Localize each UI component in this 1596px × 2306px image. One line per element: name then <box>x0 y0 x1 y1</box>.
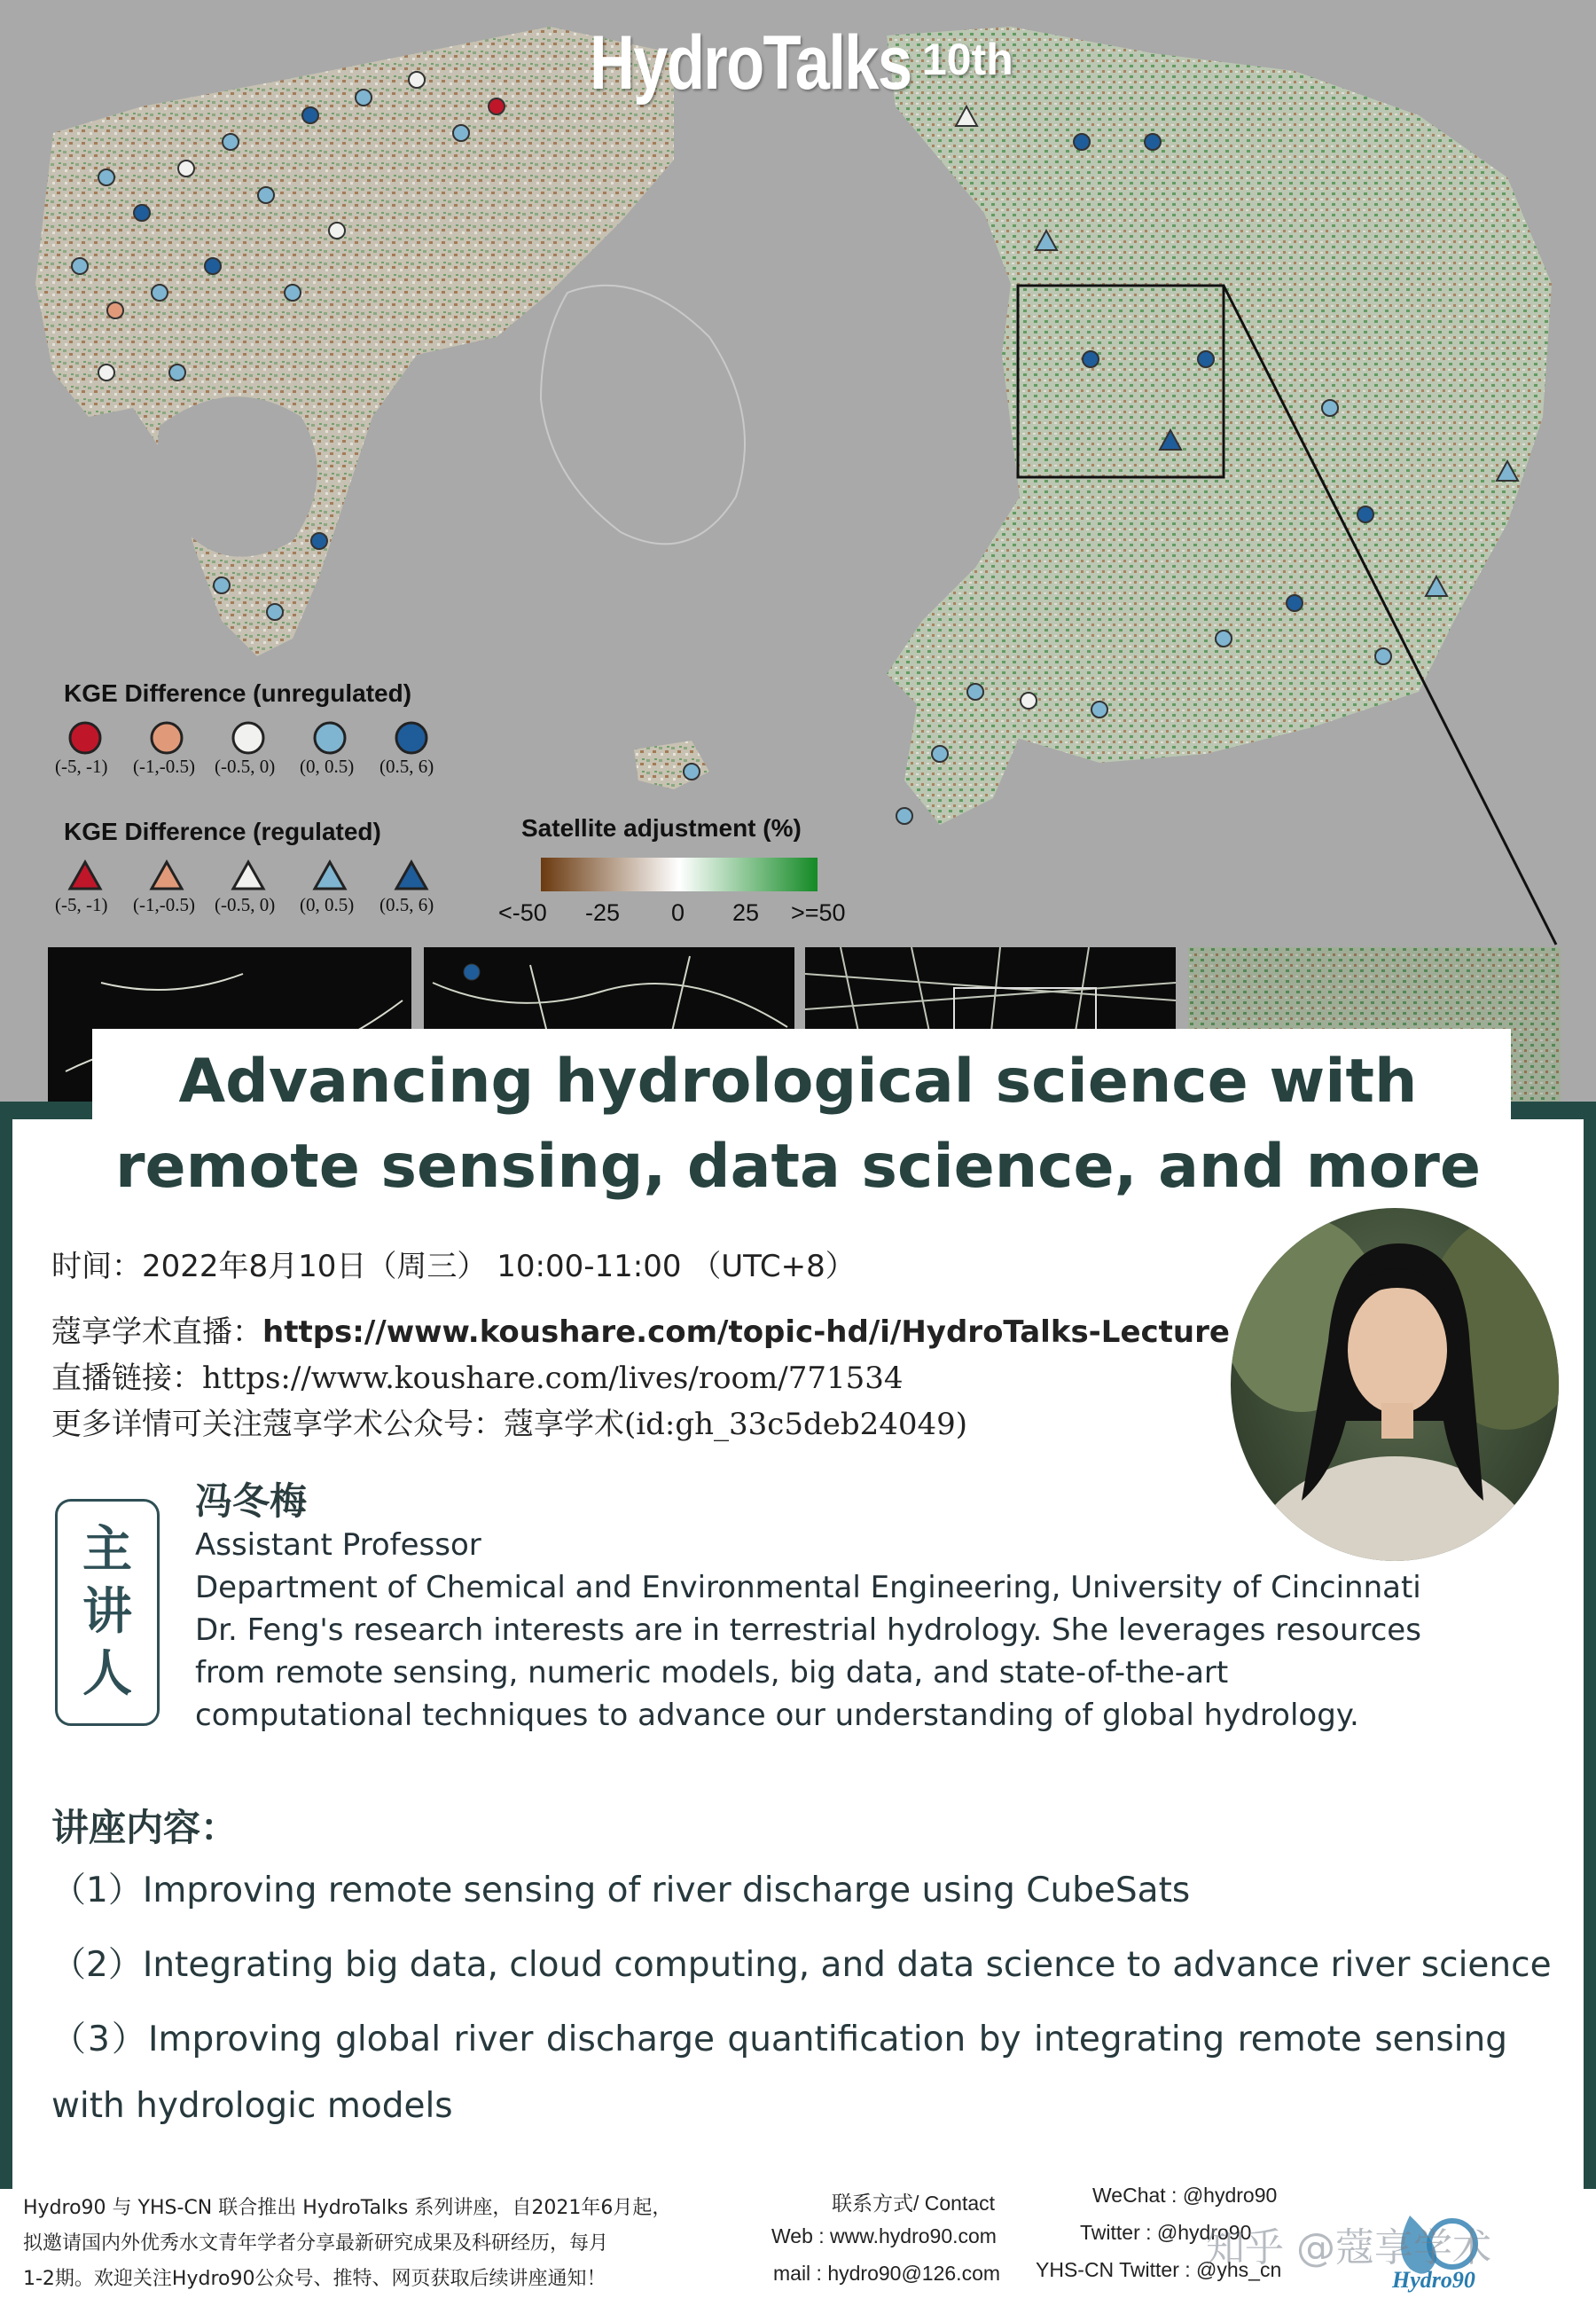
more-row <box>51 1400 967 1443</box>
lecture-item: （2）Integrating big data, cloud computing, and data science to advance river science <box>51 1945 1552 1985</box>
legend-regulated-label: (-1,-0.5) <box>133 894 195 915</box>
footer-wechat: WeChat : @hydro90 <box>1092 2184 1278 2207</box>
footer-contact-label: 联系方式/ Contact <box>832 2192 996 2215</box>
legend-unregulated-markers <box>70 723 426 753</box>
satellite-tick: -25 <box>585 899 621 926</box>
speaker-title: Assistant Professor <box>195 1527 481 1563</box>
satellite-tick: 0 <box>671 899 685 926</box>
footer-web-link[interactable]: Web : www.hydro90.com <box>771 2224 997 2247</box>
satellite-tick: >=50 <box>791 899 846 926</box>
speaker-bio-line: computational techniques to advance our understanding of global hydrology. <box>195 1698 1359 1733</box>
legend-regulated-label: (0, 0.5) <box>300 894 355 915</box>
edition-badge: 10th <box>922 35 1013 84</box>
greenland-outline <box>541 286 745 545</box>
link-row <box>51 1353 904 1397</box>
satellite-legend-title: Satellite adjustment (%) <box>521 814 802 842</box>
lecture-title-line: remote sensing, data science, and more <box>115 1132 1481 1202</box>
legend-unregulated-label: (0.5, 6) <box>379 756 434 777</box>
legend-unregulated-label: (0, 0.5) <box>300 756 355 777</box>
legend-regulated-title: KGE Difference (regulated) <box>64 818 381 845</box>
lecture-item: （3）Improving global river discharge quantification by integrating remote sensing <box>51 2020 1507 2059</box>
hydro90-logo-text: Hydro90 <box>1392 2267 1475 2293</box>
wechat-account: 蔻享学术(id:gh_33c5deb24049) <box>504 1407 968 1442</box>
hydrotalks-brand: HydroTalks <box>590 20 911 106</box>
lecture-title-line: Advancing hydrological science with <box>178 1047 1418 1117</box>
live-url-link[interactable]: https://www.koushare.com/topic-hd/i/HydroTalks-Lecture <box>262 1314 1230 1350</box>
speaker-department: Department of Chemical and Environmental Engineering, University of Cincinnati <box>195 1570 1421 1605</box>
time-row <box>51 1242 856 1285</box>
satellite-gradient-bar <box>541 858 818 891</box>
satellite-tick: <-50 <box>498 899 547 926</box>
speaker-photo <box>1231 1208 1559 1561</box>
satellite-tick: 25 <box>732 899 760 926</box>
time-label: 时间： <box>51 1249 142 1284</box>
speaker-badge-char: 主 <box>82 1521 132 1579</box>
speaker-portrait <box>1231 1208 1559 1561</box>
iceland <box>634 741 709 789</box>
legend-regulated-label: (0.5, 6) <box>379 894 434 915</box>
footer-mail-link[interactable]: mail : hydro90@126.com <box>773 2262 1001 2285</box>
live-room-link[interactable]: https://www.koushare.com/lives/room/771534 <box>202 1361 904 1396</box>
legend-unregulated-title: KGE Difference (unregulated) <box>64 679 412 707</box>
lecture-title <box>53 1039 1543 1210</box>
legend-regulated-label: (-5, -1) <box>55 894 108 915</box>
footer-intro-line: 1-2期。欢迎关注Hydro90公众号、推特、网页获取后续讲座通知！ <box>23 2268 606 2290</box>
live-label: 蔻享学术直播： <box>51 1314 262 1350</box>
lecture-item-continuation: with hydrologic models <box>51 2086 453 2126</box>
speaker-section-badge <box>55 1499 160 1726</box>
speaker-name: 冯冬梅 <box>195 1479 308 1523</box>
map-svg <box>0 0 1596 1109</box>
link-label: 直播链接： <box>51 1361 202 1396</box>
time-value: 2022年8月10日（周三） 10:00-11:00 （UTC+8） <box>142 1249 856 1284</box>
more-label: 更多详情可关注蔻享学术公众号： <box>51 1407 504 1442</box>
legend-unregulated-label: (-1,-0.5) <box>133 756 195 777</box>
footer-twitter[interactable]: Twitter : @hydro90 <box>1080 2221 1252 2244</box>
eurasia-landmass <box>887 27 1552 763</box>
map-figure <box>0 0 1596 1109</box>
legend-regulated-label: (-0.5, 0) <box>215 894 276 915</box>
speaker-bio-line: Dr. Feng's research interests are in terrestrial hydrology. She leverages resources <box>195 1612 1421 1648</box>
speaker-badge-char: 人 <box>82 1645 132 1703</box>
footer-intro-line: Hydro90 与 YHS-CN 联合推出 HydroTalks 系列讲座，自2021年6月起， <box>23 2197 672 2219</box>
speaker-bio-line: from remote sensing, numeric models, big data, and state-of-the-art <box>195 1655 1229 1690</box>
legend-regulated-markers <box>70 862 426 889</box>
legend-unregulated-label: (-5, -1) <box>55 756 108 777</box>
hudson-bay <box>158 396 317 557</box>
speaker-badge-char: 讲 <box>82 1583 132 1641</box>
zhihu-watermark: 知乎 @蔻享学术 <box>1206 2225 1491 2271</box>
legend-unregulated-label: (-0.5, 0) <box>215 756 276 777</box>
lecture-item: （1）Improving remote sensing of river discharge using CubeSats <box>51 1871 1191 1910</box>
live-row <box>51 1307 1230 1351</box>
footer-intro-line: 拟邀请国内外优秀水文青年学者分享最新研究成果及科研经历，每月 <box>23 2232 609 2255</box>
lecture-content-heading: 讲座内容： <box>51 1806 239 1849</box>
footer-yhs-twitter[interactable]: YHS-CN Twitter : @yhs_cn <box>1036 2258 1282 2281</box>
